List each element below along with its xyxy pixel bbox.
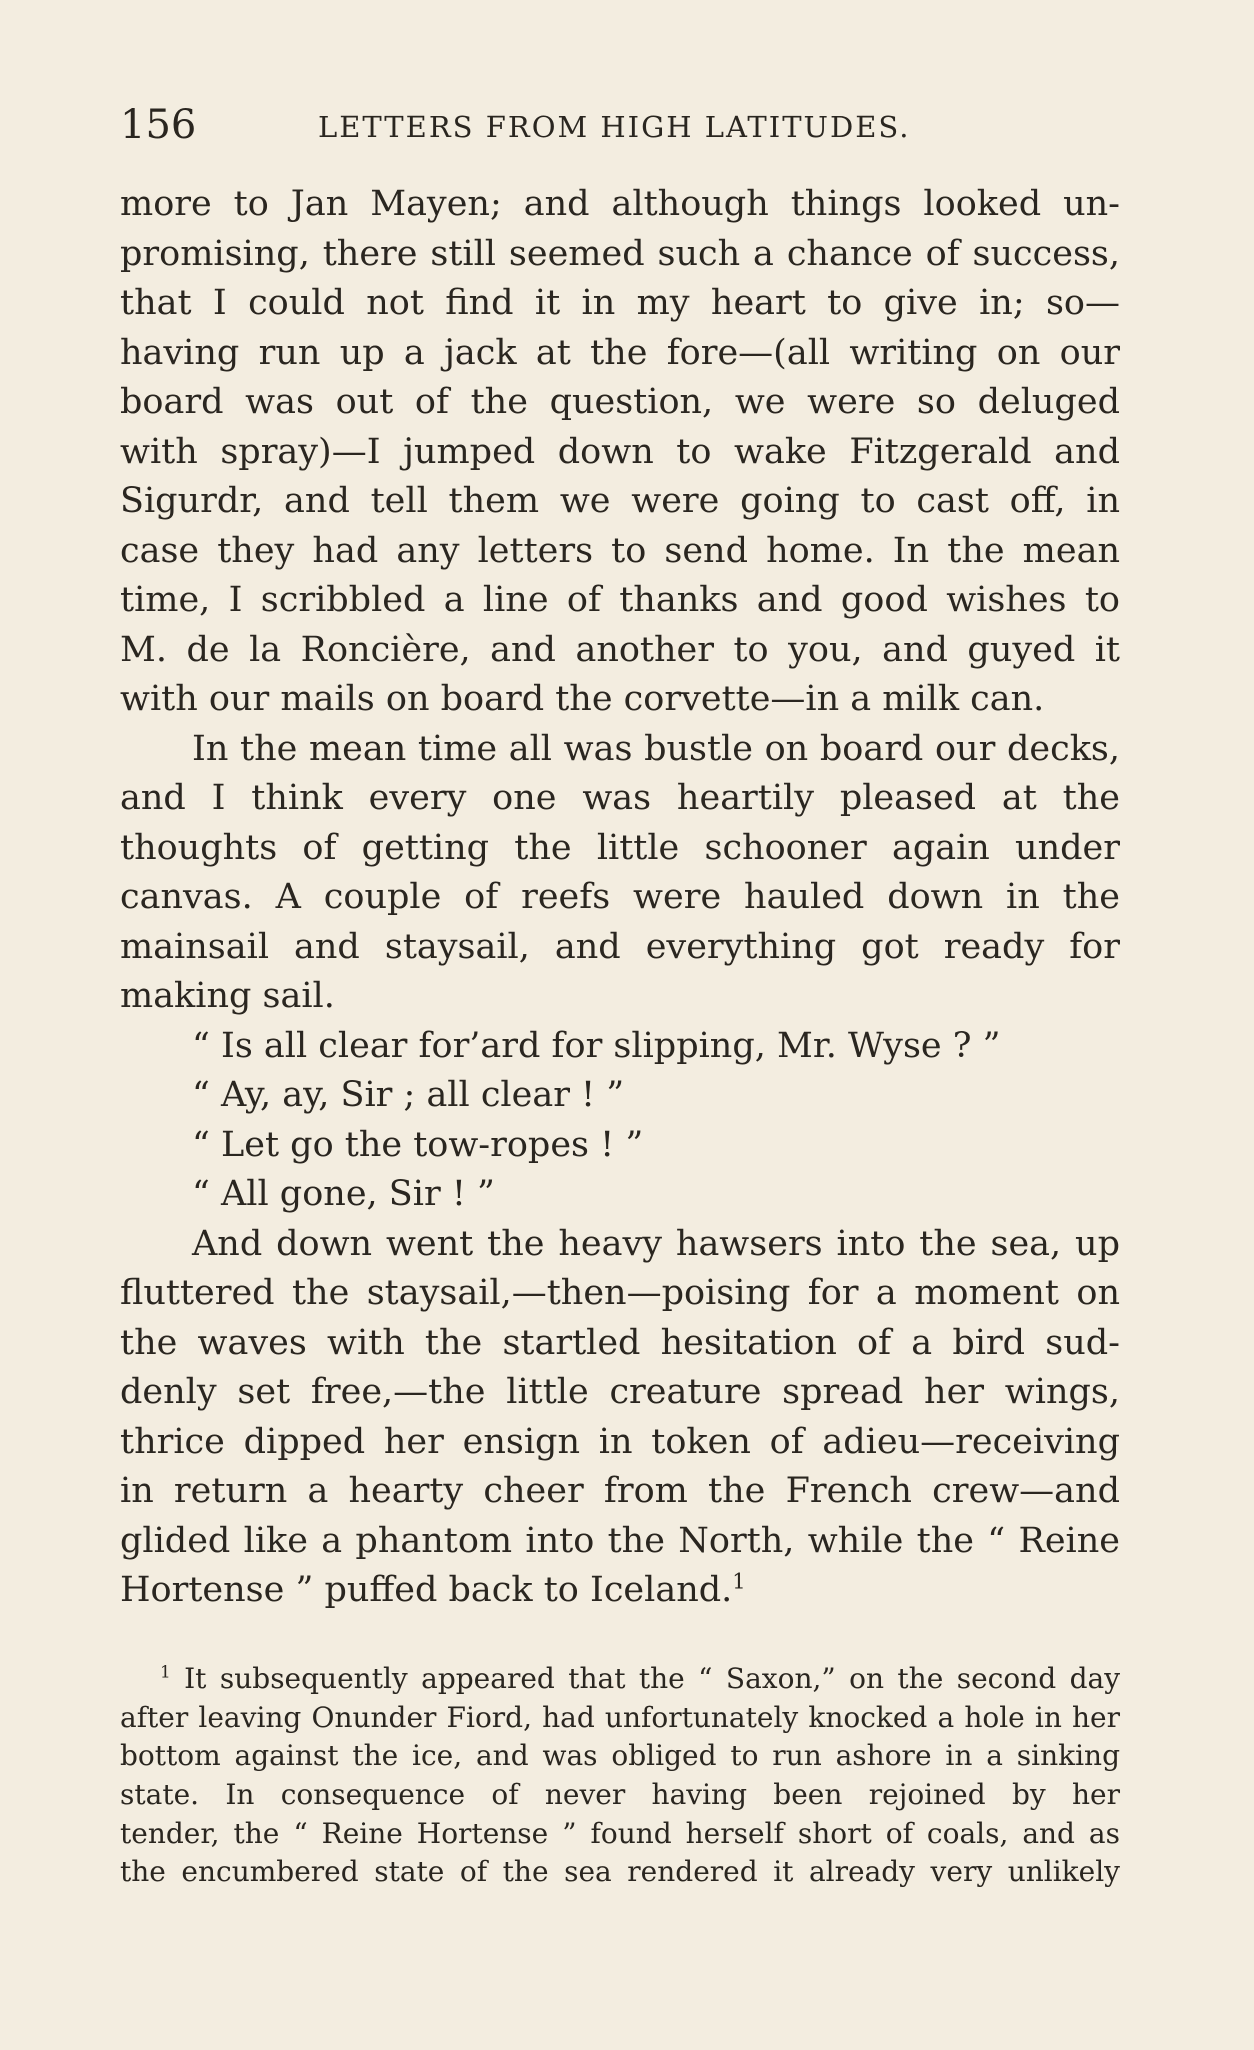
text-line: fluttered the staysail,—then—poising for a moment on xyxy=(120,1273,1120,1313)
footnote-marker: 1 xyxy=(732,1569,746,1594)
text-line: making sail. xyxy=(120,976,335,1016)
text-line: mainsail and staysail, and everything got ready for xyxy=(120,926,1120,967)
text-line-content: Hortense ” puffed back to Iceland. xyxy=(120,1570,733,1610)
text-line: thoughts of getting the little schooner again under xyxy=(120,827,1120,868)
text-line: with spray)—I jumped down to wake Fitzgerald and xyxy=(120,431,1120,472)
footnotes xyxy=(120,1660,1120,1892)
text-line: and I think every one was heartily pleased at the xyxy=(120,778,1120,818)
running-title: LETTERS FROM HIGH LATITUDES. xyxy=(318,110,911,144)
text-line: with our mails on board the corvette—in a milk can. xyxy=(120,679,1045,719)
text-line: in return a hearty cheer from the French crew—and xyxy=(120,1471,1120,1511)
footnote-line: after leaving Onunder Fiord, had unfortunately knocked a hole in her xyxy=(120,1700,1120,1734)
footnote-number: 1 xyxy=(160,1661,171,1682)
footnote-line: tender, the “ Reine Hortense ” found herself short of coals, and as xyxy=(120,1816,1120,1850)
page-number: 156 xyxy=(120,102,197,148)
dialogue-line: “ All gone, Sir ! ” xyxy=(192,1174,495,1214)
text-line: M. de la Roncière, and another to you, and guyed it xyxy=(120,629,1120,670)
page-header xyxy=(120,102,1120,150)
footnote-line: bottom against the ice, and was obliged to run ashore in a sinking xyxy=(120,1739,1120,1773)
text-line: having run up a jack at the fore—(all writing on our xyxy=(120,332,1120,373)
text-line: denly set free,—the little creature spread her wings, xyxy=(120,1372,1120,1412)
dialogue-line: “ Let go the tow-ropes ! ” xyxy=(192,1124,644,1165)
text-line: And down went the heavy hawsers into the sea, up xyxy=(192,1223,1120,1264)
text-line: more to Jan Mayen; and although things looked un- xyxy=(120,184,1120,224)
text-line: Sigurdr, and tell them we were going to cast off, in xyxy=(120,481,1120,521)
text-line: In the mean time all was bustle on board our decks, xyxy=(192,728,1120,769)
dialogue-line: “ Is all clear for’ard for slipping, Mr. Wyse ? ” xyxy=(192,1025,1001,1066)
footnote-line: state. In consequence of never having been rejoined by her xyxy=(120,1778,1120,1812)
text-line: glided like a phantom into the North, while the “ Reine xyxy=(120,1520,1120,1561)
footnote-line-content: It subsequently appeared that the “ Saxon,” on the second day xyxy=(184,1662,1121,1695)
footnote-line xyxy=(120,1660,1120,1699)
dialogue-line: “ Ay, ay, Sir ; all clear ! ” xyxy=(192,1075,625,1115)
footnote-line: the encumbered state of the sea rendered it already very unlikely xyxy=(120,1855,1120,1889)
text-line: promising, there still seemed such a chance of success, xyxy=(120,233,1120,274)
text-line: the waves with the startled hesitation of a bird sud- xyxy=(120,1322,1120,1363)
text-line xyxy=(120,1566,1120,1616)
text-line: board was out of the question, we were so deluged xyxy=(120,382,1120,422)
text-line: case they had any letters to send home. In the mean xyxy=(120,530,1120,571)
text-line: canvas. A couple of reefs were hauled down in the xyxy=(120,877,1120,917)
body-text xyxy=(120,180,1120,1616)
text-line: that I could not find it in my heart to give in; so— xyxy=(120,283,1120,323)
text-line: time, I scribbled a line of thanks and good wishes to xyxy=(120,580,1120,620)
text-line: thrice dipped her ensign in token of adieu—receiving xyxy=(120,1421,1120,1462)
